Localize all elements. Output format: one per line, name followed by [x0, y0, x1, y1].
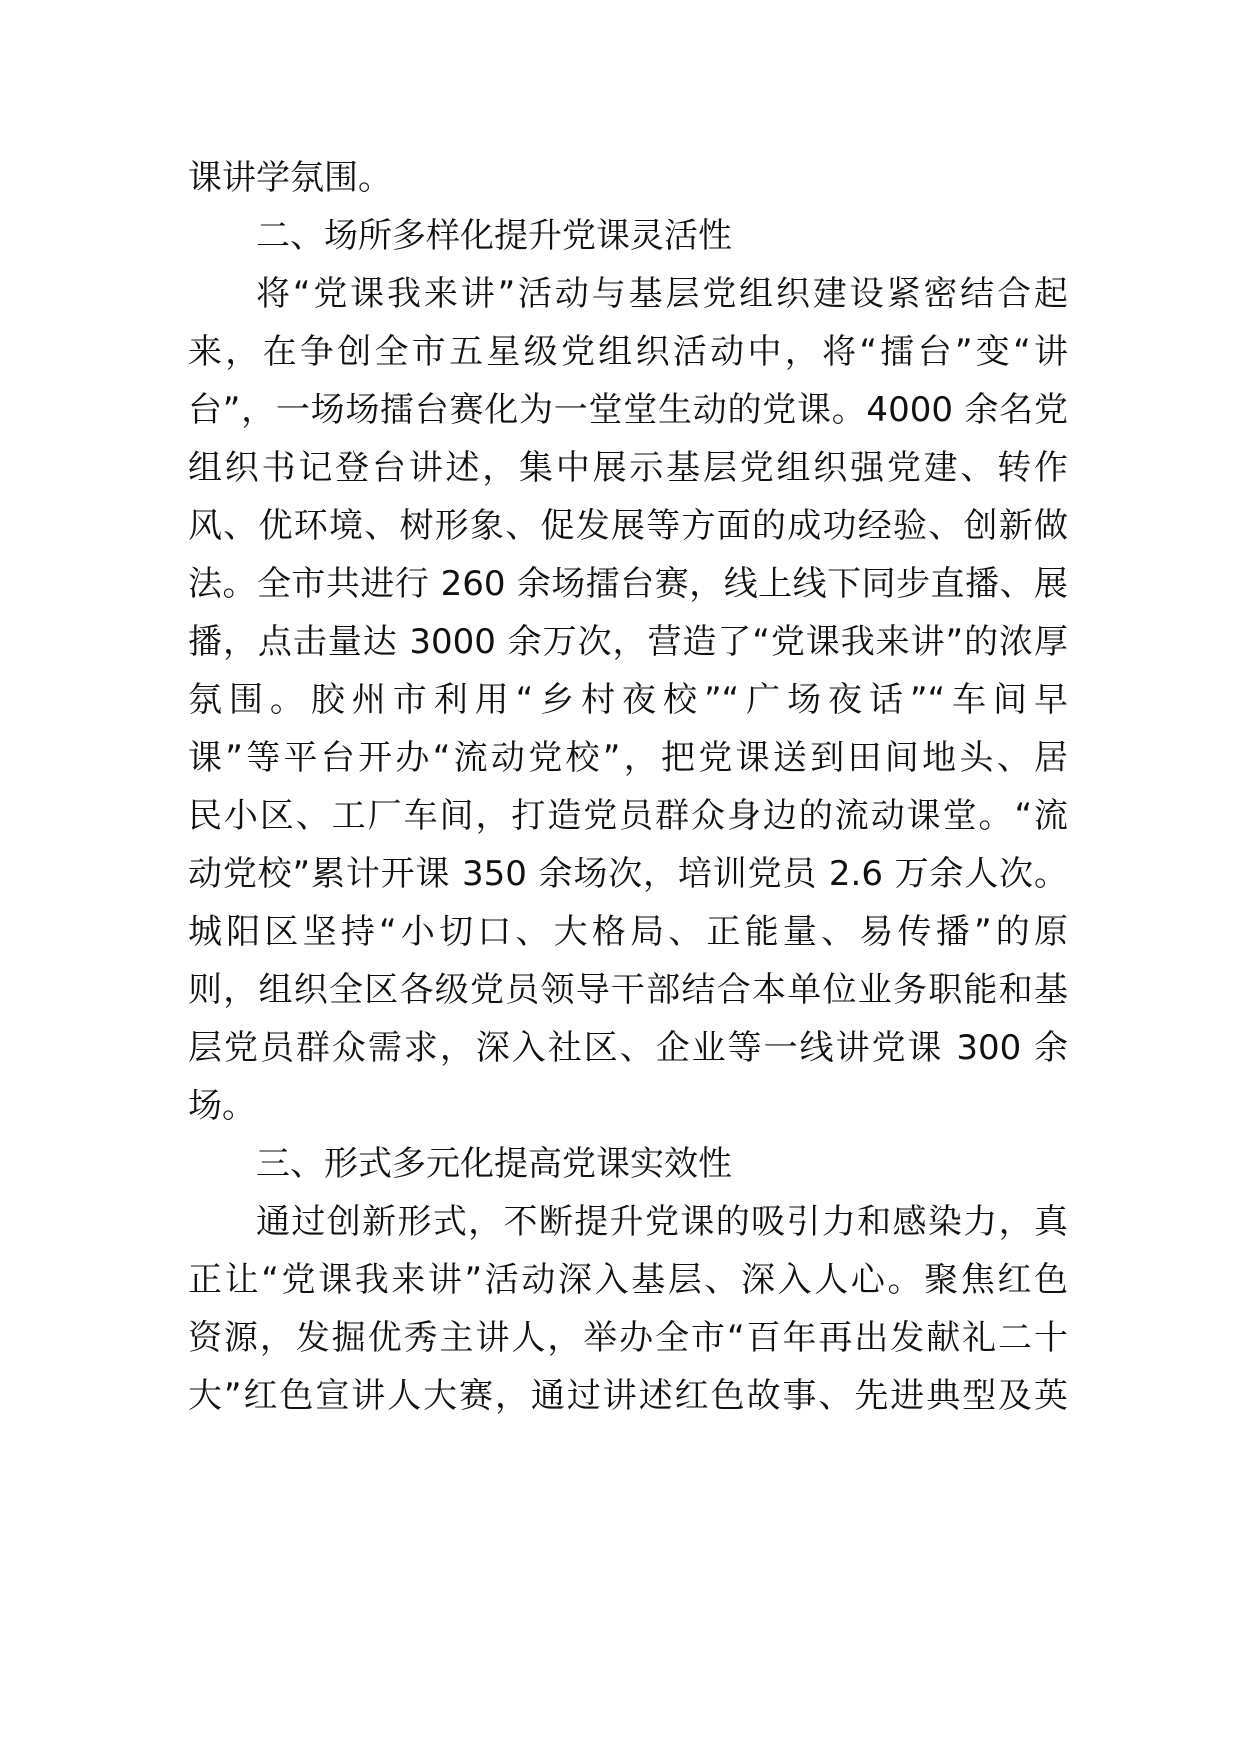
text-line: 风、优环境、树形象、促发展等方面的成功经验、创新做 [188, 506, 1068, 546]
text-line: 场。 [188, 1086, 256, 1126]
text-line: 资源，发掘优秀主讲人，举办全市“百年再出发献礼二十 [188, 1318, 1068, 1358]
text-line: 法。全市共进行 260 余场擂台赛，线上线下同步直播、展 [188, 564, 1068, 604]
section-heading-2: 二、场所多样化提升党课灵活性 [256, 216, 732, 256]
text-line: 则，组织全区各级党员领导干部结合本单位业务职能和基 [188, 970, 1068, 1010]
text-line: 来，在争创全市五星级党组织活动中，将“擂台”变“讲 [188, 332, 1068, 372]
text-line: 组织书记登台讲述，集中展示基层党组织强党建、转作 [188, 448, 1068, 488]
text-line: 将“党课我来讲”活动与基层党组织建设紧密结合起 [256, 274, 1068, 314]
text-line: 通过创新形式，不断提升党课的吸引力和感染力，真 [256, 1202, 1068, 1242]
text-line: 正让“党课我来讲”活动深入基层、深入人心。聚焦红色 [188, 1260, 1068, 1300]
text-line: 层党员群众需求，深入社区、企业等一线讲党课 300 余 [188, 1028, 1068, 1068]
text-line: 动党校”累计开课 350 余场次，培训党员 2.6 万余人次。 [188, 854, 1068, 894]
text-line: 课讲学氛围。 [188, 158, 392, 198]
text-line: 台”，一场场擂台赛化为一堂堂生动的党课。4000 余名党 [188, 390, 1068, 430]
text-line: 大”红色宣讲人大赛，通过讲述红色故事、先进典型及英 [188, 1376, 1068, 1416]
text-line: 氛围。胶州市利用“乡村夜校”“广场夜话”“车间早 [188, 680, 1068, 720]
text-line: 城阳区坚持“小切口、大格局、正能量、易传播”的原 [188, 912, 1068, 952]
text-line: 播，点击量达 3000 余万次，营造了“党课我来讲”的浓厚 [188, 622, 1068, 662]
text-line: 课”等平台开办“流动党校”，把党课送到田间地头、居 [188, 738, 1068, 778]
section-heading-3: 三、形式多元化提高党课实效性 [256, 1144, 732, 1184]
text-line: 民小区、工厂车间，打造党员群众身边的流动课堂。“流 [188, 796, 1068, 836]
